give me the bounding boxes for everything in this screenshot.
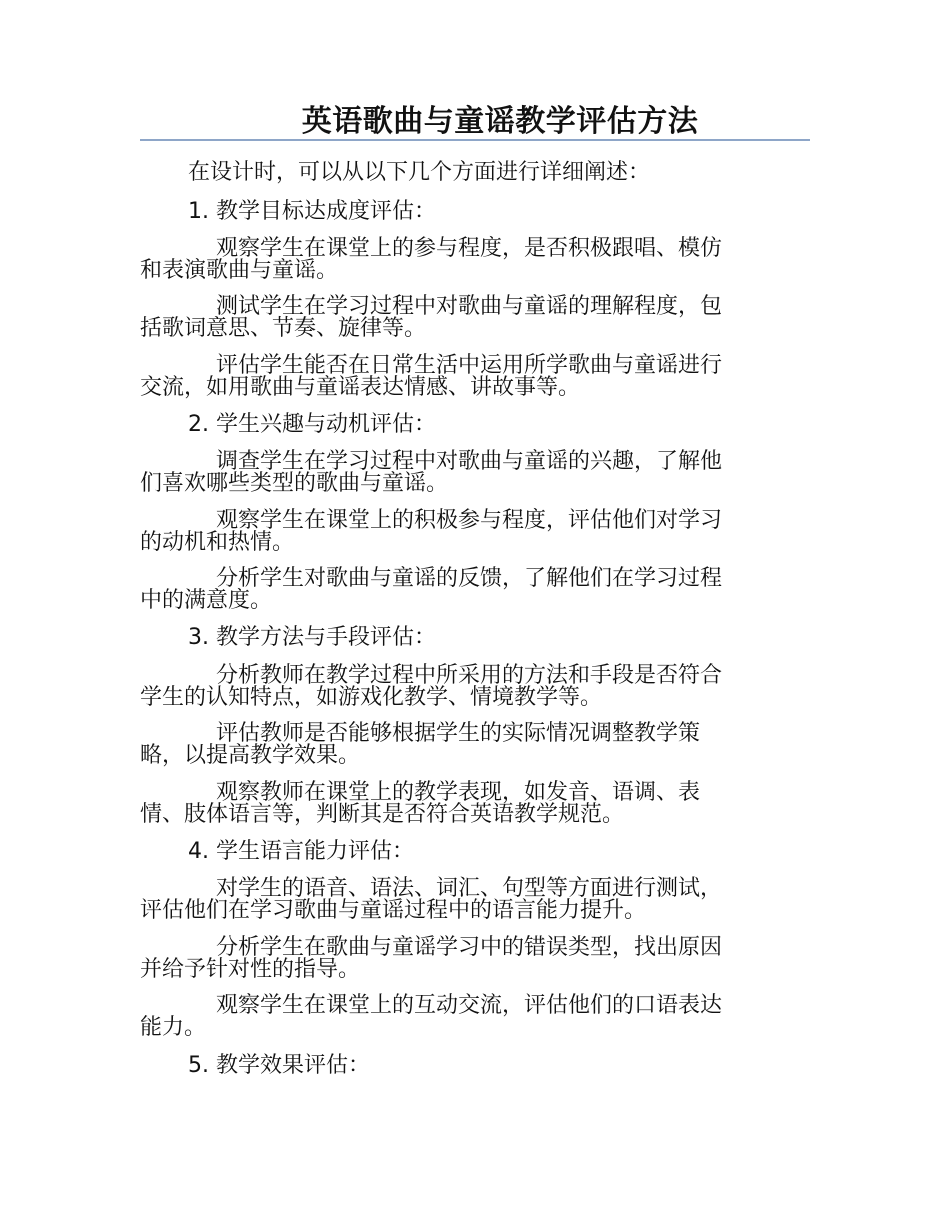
paragraph-line: 分析学生在歌曲与童谣学习中的错误类型，找出原因 <box>216 935 723 960</box>
paragraph-line: 并给予针对性的指导。 <box>140 957 361 982</box>
paragraph <box>140 451 790 495</box>
paragraph-line: 括歌词意思、节奏、旋律等。 <box>140 316 427 341</box>
section-heading-4: 4. 学生语言能力评估： <box>188 839 414 864</box>
paragraph <box>140 937 790 981</box>
paragraph-line: 测试学生在学习过程中对歌曲与童谣的理解程度，包 <box>216 294 723 319</box>
paragraph-line: 观察学生在课堂上的积极参与程度，评估他们对学习 <box>216 508 723 533</box>
paragraph-line: 评估教师是否能够根据学生的实际情况调整教学策 <box>216 721 701 746</box>
paragraph-line: 学生的认知特点，如游戏化教学、情境教学等。 <box>140 685 603 710</box>
paragraph <box>140 995 790 1039</box>
paragraph <box>140 568 790 612</box>
paragraph <box>140 782 790 826</box>
section-heading-3: 3. 教学方法与手段评估： <box>188 625 436 650</box>
paragraph <box>140 238 790 282</box>
paragraph-line: 能力。 <box>140 1015 207 1040</box>
paragraph <box>140 510 790 554</box>
paragraph-line: 分析学生对歌曲与童谣的反馈，了解他们在学习过程 <box>216 566 723 591</box>
paragraph-line: 观察学生在课堂上的互动交流，评估他们的口语表达 <box>216 993 723 1018</box>
paragraph-line: 的动机和热情。 <box>140 530 295 555</box>
paragraph-line: 评估他们在学习歌曲与童谣过程中的语言能力提升。 <box>140 898 647 923</box>
paragraph-line: 评估学生能否在日常生活中运用所学歌曲与童谣进行 <box>216 353 723 378</box>
paragraph <box>140 723 790 767</box>
paragraph-line: 中的满意度。 <box>140 588 273 613</box>
paragraph-line: 情、肢体语言等，判断其是否符合英语教学规范。 <box>140 802 625 827</box>
paragraph-line: 观察学生在课堂上的参与程度，是否积极跟唱、模仿 <box>216 236 723 261</box>
section-heading-1: 1. 教学目标达成度评估： <box>188 199 436 224</box>
paragraph <box>140 878 790 922</box>
paragraph-line: 调查学生在学习过程中对歌曲与童谣的兴趣，了解他 <box>216 449 723 474</box>
paragraph-line: 交流，如用歌曲与童谣表达情感、讲故事等。 <box>140 375 581 400</box>
paragraph-line: 们喜欢哪些类型的歌曲与童谣。 <box>140 471 449 496</box>
paragraph-line: 观察教师在课堂上的教学表现，如发音、语调、表 <box>216 780 701 805</box>
section-heading-2: 2. 学生兴趣与动机评估： <box>188 412 436 437</box>
paragraph <box>140 355 790 399</box>
intro-text: 在设计时，可以从以下几个方面进行详细阐述： <box>188 160 651 185</box>
paragraph <box>140 296 790 340</box>
paragraph-line: 分析教师在教学过程中所采用的方法和手段是否符合 <box>216 663 723 688</box>
section-heading-5: 5. 教学效果评估： <box>188 1053 370 1078</box>
title-underline <box>140 139 810 141</box>
paragraph-line: 对学生的语音、语法、词汇、句型等方面进行测试， <box>216 876 723 901</box>
paragraph-line: 和表演歌曲与童谣。 <box>140 258 339 283</box>
document-title: 英语歌曲与童谣教学评估方法 <box>301 104 699 139</box>
paragraph-line: 略，以提高教学效果。 <box>140 743 361 768</box>
paragraph <box>140 665 790 709</box>
